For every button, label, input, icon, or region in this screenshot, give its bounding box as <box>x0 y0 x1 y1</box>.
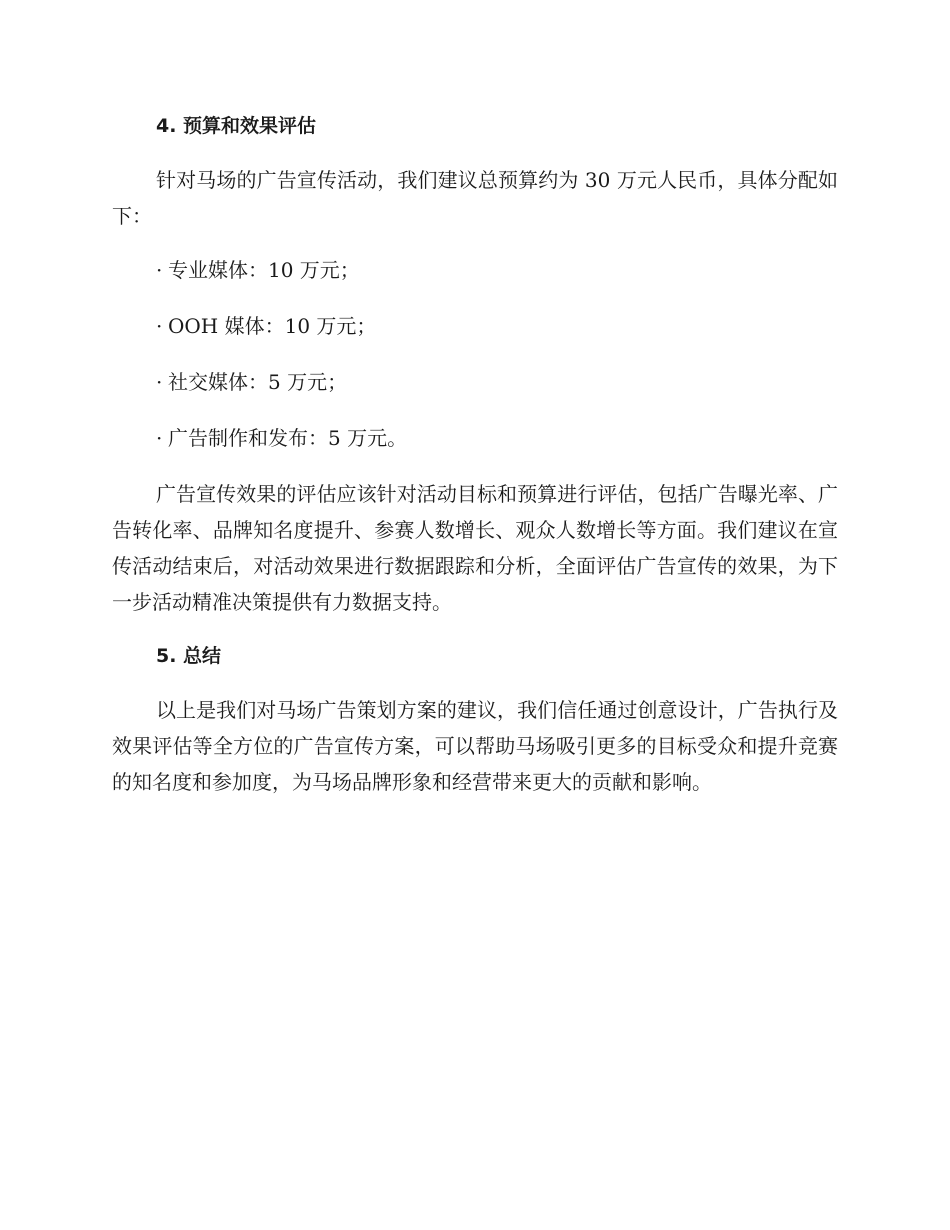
budget-item-social-media <box>112 364 838 400</box>
budget-item-professional-media <box>112 252 838 288</box>
bullet-marker: · <box>156 258 163 282</box>
section-4-heading: 4. 预算和效果评估 <box>156 115 317 137</box>
bullet-marker: · <box>156 314 163 338</box>
budget-item-label: 广告制作和发布：5 万元。 <box>168 426 408 450</box>
section-5-heading: 5. 总结 <box>156 645 222 667</box>
document-page <box>112 108 838 818</box>
budget-item-label: OOH 媒体：10 万元； <box>168 314 377 338</box>
budget-item-ooh-media <box>112 308 838 344</box>
bullet-marker: · <box>156 426 163 450</box>
evaluation-paragraph: 广告宣传效果的评估应该针对活动目标和预算进行评估，包括广告曝光率、广告转化率、品牌知名度提升、参赛人数增长、观众人数增长等方面。我们建议在宣传活动结束后，对活动效果进行数据跟踪和分析，全面评估广告宣传的效果，为下一步活动精准决策提供有力数据支持。 <box>112 482 838 614</box>
budget-item-label: 社交媒体：5 万元； <box>168 370 348 394</box>
bullet-marker: · <box>156 370 163 394</box>
summary-paragraph: 以上是我们对马场广告策划方案的建议，我们信任通过创意设计，广告执行及效果评估等全方位的广告宣传方案，可以帮助马场吸引更多的目标受众和提升竞赛的知名度和参加度，为马场品牌形象和经营带来更大的贡献和影响。 <box>112 698 838 794</box>
budget-intro-paragraph: 针对马场的广告宣传活动，我们建议总预算约为 30 万元人民币，具体分配如下： <box>112 168 838 228</box>
budget-item-ad-production <box>112 420 838 456</box>
budget-item-label: 专业媒体：10 万元； <box>168 258 360 282</box>
